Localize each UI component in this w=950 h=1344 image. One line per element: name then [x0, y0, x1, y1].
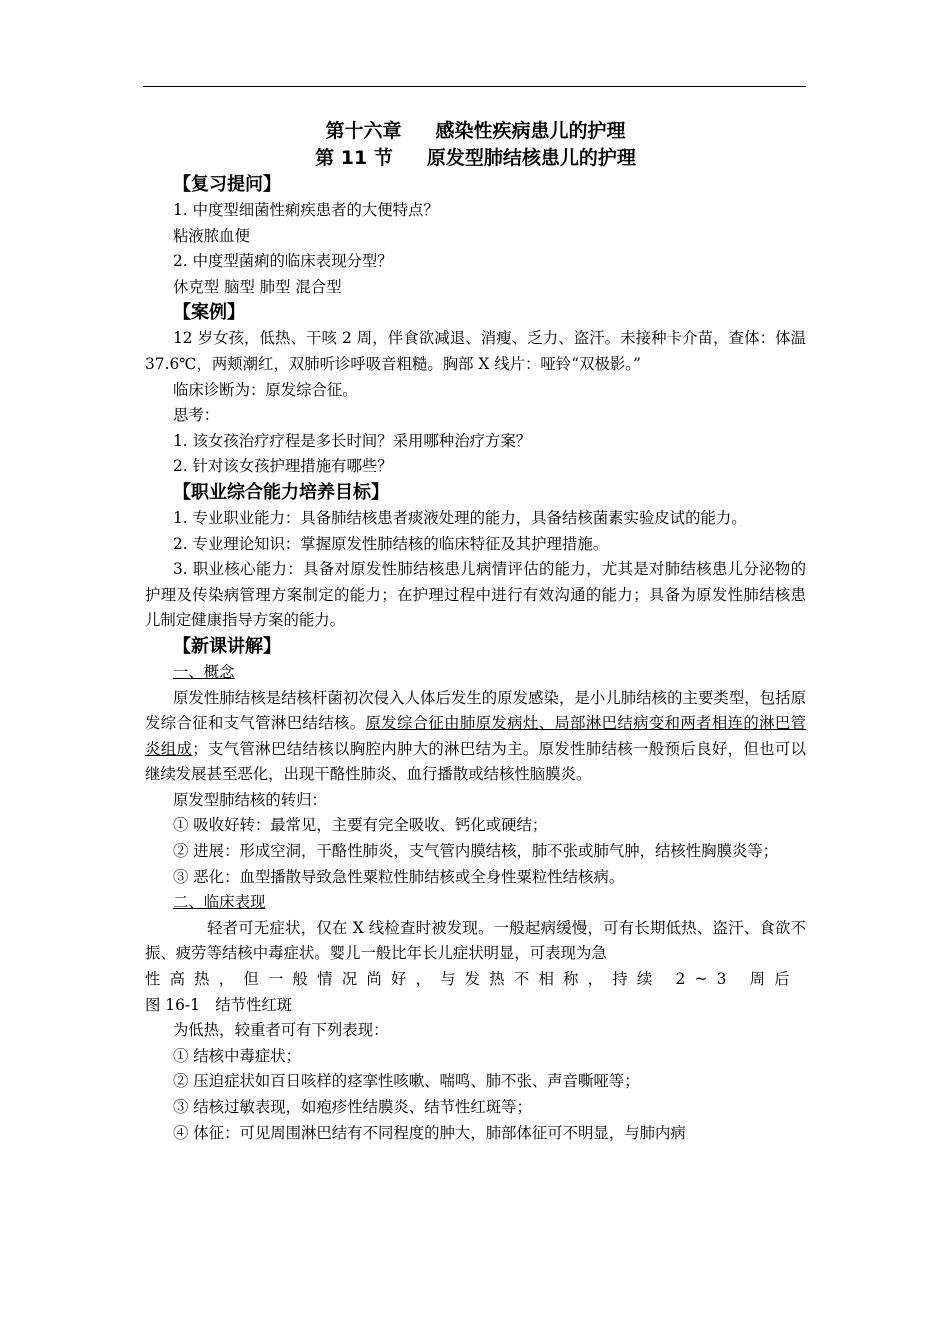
section-1-title	[145, 660, 806, 686]
outcome-1: ① 吸收好转：最常见，主要有完全吸收、钙化或硬结；	[173, 816, 548, 835]
chapter-name: 感染性疾病患儿的护理	[435, 120, 626, 142]
outcome-label: 原发型肺结核的转归：	[173, 790, 327, 809]
case-heading: 【案例】	[173, 302, 245, 324]
goal-2: 2. 专业理论知识：掌握原发性肺结核的临床特征及其护理措施。	[173, 534, 609, 553]
goal-3: 3. 职业核心能力：具备对原发性肺结核患儿病情评估的能力，尤其是对肺结核患儿分泌物的护理及传染病管理方案制定的能力；在护理过程中进行有效沟通的能力；具备为原发性肺结核患儿制定健康指导方案的能力。	[145, 560, 806, 630]
review-question-1: 1. 中度型细菌性痢疾患者的大便特点？	[173, 201, 439, 219]
case-think-label: 思考：	[173, 406, 220, 425]
case-think-2: 2. 针对该女孩护理措施有哪些？	[173, 457, 393, 476]
concept-text-a: 原发性肺结核是结核杆菌初次侵入人体后发生的原发感染，是小儿肺结核的主要类型，包括原发综合征和支气管淋巴结结核。	[145, 688, 806, 733]
review-question-2: 2. 中度型菌痢的临床表现分型？	[173, 252, 393, 271]
figure-caption: 图 16-1 结节性红斑	[145, 995, 293, 1014]
document-body	[145, 118, 806, 1146]
concept-text-b: ；支气管淋巴结结核以胸腔内肿大的淋巴结为主。原发性肺结核一般预后良好，但也可以继续发展甚至恶化，出现干酪性肺炎、血行播散或结核性脑膜炎。	[145, 739, 806, 784]
section-number: 第 11 节	[315, 147, 393, 169]
review-answer-2: 休克型 脑型 肺型 混合型	[173, 277, 342, 296]
outcome-2: ② 进展：形成空洞，干酪性肺炎，支气管内膜结核，肺不张或肺气肿，结核性胸膜炎等；	[173, 842, 779, 861]
goals-heading: 【职业综合能力培养目标】	[173, 481, 389, 503]
section-2-title-text: 二、临床表现	[173, 893, 266, 912]
manifestation-1: ① 结核中毒症状；	[173, 1046, 302, 1065]
chapter-number: 第十六章	[325, 120, 402, 142]
lecture-heading: 【新课讲解】	[173, 635, 281, 657]
case-text: 12 岁女孩，低热、干咳 2 周，伴食欲减退、消瘦、乏力、盗汗。未接种卡介苗，查体：体温 37.6℃，两颊潮红，双肺听诊呼吸音粗糙。胸部 X 线片：哑铃“双极影。”	[145, 329, 806, 373]
header-rule	[143, 86, 806, 87]
manifestation-4: ④ 体征：可见周围淋巴结有不同程度的肿大，肺部体征可不明显，与肺内病	[173, 1123, 686, 1142]
manifestation-3: ③ 结核过敏表现，如疱疹性结膜炎、结节性红斑等；	[173, 1098, 532, 1116]
outcome-3: ③ 恶化：血型播散导致急性粟粒性肺结核或全身性粟粒性结核病。	[173, 867, 625, 886]
section-1-title-text: 一、概念	[173, 662, 235, 681]
section-name: 原发型肺结核患儿的护理	[426, 147, 636, 169]
concept-text-underlined: 原发综合征由肺原发病灶、局部淋巴结病变和两者相连的淋巴管炎组成	[145, 714, 806, 758]
review-heading: 【复习提问】	[173, 174, 281, 195]
goal-1: 1. 专业职业能力：具备肺结核患者痰液处理的能力，具备结核菌素实验皮试的能力。	[173, 508, 747, 527]
case-think-1: 1. 该女孩治疗疗程是多长时间？采用哪种治疗方案？	[173, 431, 532, 450]
clinical-paragraph-c: 为低热，较重者可有下列表现：	[173, 1021, 389, 1040]
clinical-paragraph-b: 性高热，但一般情况尚好，与发热不相称，持续 2~3 周后	[145, 970, 799, 989]
section-title	[145, 145, 806, 172]
concept-paragraph	[145, 686, 806, 788]
chapter-title	[145, 118, 806, 145]
manifestation-2: ② 压迫症状如百日咳样的痉挛性咳嗽、喘鸣、肺不张、声音嘶哑等；	[173, 1072, 640, 1091]
section-2-title	[145, 890, 806, 916]
clinical-paragraph-a: 轻者可无症状，仅在 X 线检查时被发现。一般起病缓慢，可有长期低热、盗汗、食欲不振、疲劳等结核中毒症状。婴儿一般比年长儿症状明显，可表现为急	[145, 918, 806, 963]
case-diagnosis: 临床诊断为：原发综合征。	[173, 380, 358, 399]
review-answer-1: 粘液脓血便	[173, 226, 250, 245]
